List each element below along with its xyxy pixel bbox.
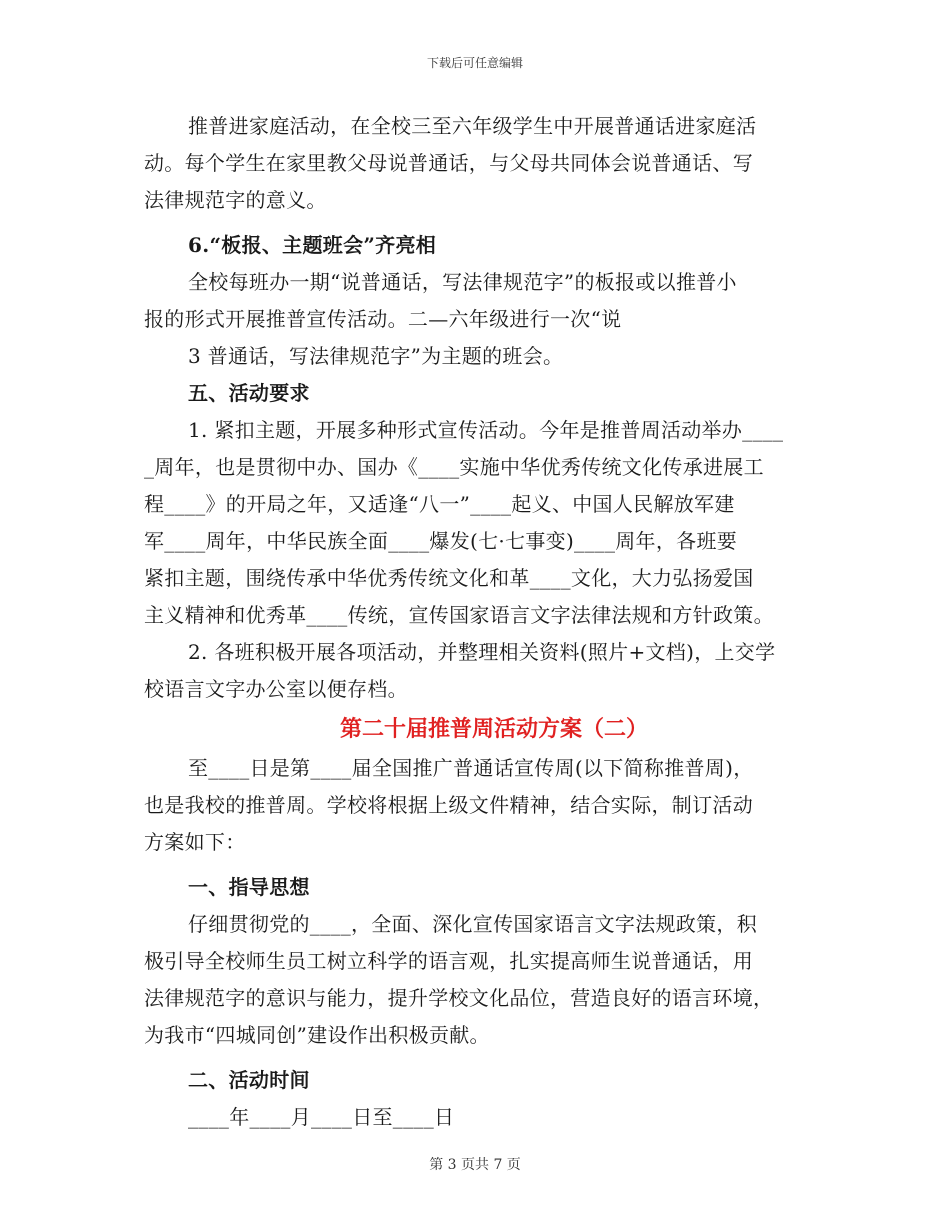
text-line: 至____日是第____届全国推广普通话宣传周(以下简称推普周)， — [188, 756, 754, 780]
text-line: 法律规范字的意识与能力，提升学校文化品位，营造良好的语言环境， — [144, 986, 774, 1010]
section-heading: 五、活动要求 — [188, 381, 310, 405]
text-line: 报的形式开展推普宣传活动。二—六年级进行一次“说 — [144, 307, 622, 331]
paragraph — [144, 634, 814, 708]
page-number: 第 3 页共 7 页 — [429, 1157, 521, 1173]
page-header: 下载后可任意编辑 — [426, 56, 523, 70]
paragraph — [144, 750, 814, 861]
text-line: 主义精神和优秀革____传统，宣传国家语言文字法律法规和方针政策。 — [144, 603, 774, 627]
text-line: 紧扣主题，围绕传承中华优秀传统文化和革____文化，大力弘扬爱国 — [144, 566, 754, 590]
text-line: 程____》的开局之年，又适逢“八一”____起义、中国人民解放军建 — [144, 492, 735, 516]
text-line: 2. 各班积极开展各项活动，并整理相关资料(照片+文档)，上交学 — [188, 640, 776, 664]
text-line: 动。每个学生在家里教父母说普通话，与父母共同体会说普通话、写 — [144, 151, 753, 175]
text-line: _周年，也是贯彻中办、国办《____实施中华优秀传统文化传承进展工 — [144, 455, 764, 479]
section-heading: 二、活动时间 — [188, 1068, 310, 1092]
document-title: 第二十届推普周活动方案（二） — [339, 716, 648, 742]
text-line: 法律规范字的意义。 — [144, 188, 327, 212]
text-line: 方案如下： — [144, 830, 246, 854]
text-line: 极引导全校师生员工树立科学的语言观，扎实提高师生说普通话，用 — [144, 949, 753, 973]
text-line: 仔细贯彻党的____，全面、深化宣传国家语言文字法规政策，积 — [188, 912, 757, 936]
section-heading: 一、指导思想 — [188, 875, 310, 899]
paragraph — [144, 108, 814, 219]
text-line: 军____周年，中华民族全面____爆发(七·七事变)____周年，各班要 — [144, 529, 738, 553]
text-line: 为我市“四城同创”建设作出积极贡献。 — [144, 1023, 490, 1047]
text-line: 1. 紧扣主题，开展多种形式宣传活动。今年是推普周活动举办____ — [188, 418, 784, 442]
subheading: 6.“板报、主题班会”齐亮相 — [188, 233, 437, 257]
text-line: ____年____月____日至____日 — [188, 1105, 455, 1129]
text-line: 推普进家庭活动，在全校三至六年级学生中开展普通话进家庭活 — [188, 114, 757, 138]
document-body — [144, 108, 814, 1136]
paragraph — [144, 412, 814, 634]
paragraph — [144, 264, 814, 375]
text-line: 3 普通话，写法律规范字”为主题的班会。 — [188, 344, 564, 368]
text-line: 也是我校的推普周。学校将根据上级文件精神，结合实际，制订活动 — [144, 793, 753, 817]
text-line: 校语言文字办公室以便存档。 — [144, 677, 408, 701]
text-line: 全校每班办一期“说普通话，写法律规范字”的板报或以推普小 — [188, 270, 737, 294]
paragraph — [144, 906, 814, 1054]
